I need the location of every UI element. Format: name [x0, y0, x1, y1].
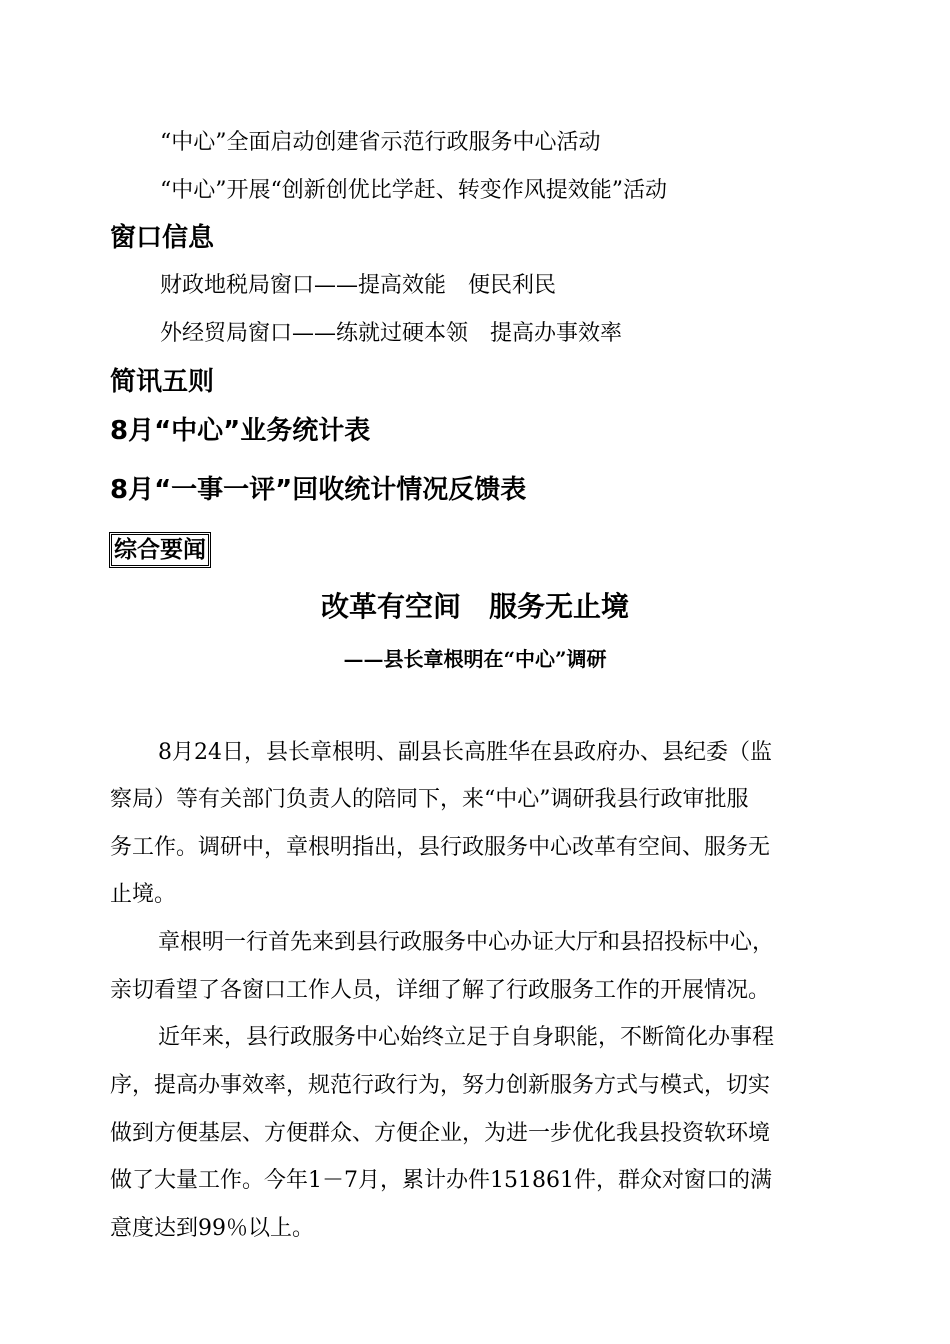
article-line: 意度达到99％以上。 [110, 1216, 314, 1241]
article-line: 做了大量工作。今年1－7月，累计办件151861件，群众对窗口的满 [110, 1168, 772, 1193]
article-line: 察局）等有关部门负责人的陪同下，来“中心”调研我县行政审批服 [110, 787, 749, 812]
article-line: 做到方便基层、方便群众、方便企业，为进一步优化我县投资软环境 [110, 1121, 771, 1146]
article-line: 务工作。调研中，章根明指出，县行政服务中心改革有空间、服务无 [110, 835, 771, 860]
article-subtitle: ——县长章根明在“中心”调研 [343, 647, 607, 671]
article-line: 序，提高办事效率，规范行政行为，努力创新服务方式与模式，切实 [110, 1073, 771, 1098]
toc-heading-feedback-table: 8月“一事一评”回收统计情况反馈表 [110, 475, 527, 505]
toc-item-2: “中心”开展“创新创优比学赶、转变作风提效能”活动 [160, 178, 667, 203]
toc-heading-briefs: 简讯五则 [110, 367, 215, 397]
article-line: 近年来，县行政服务中心始终立足于自身职能，不断简化办事程 [158, 1025, 775, 1050]
toc-heading-stats-table: 8月“中心”业务统计表 [110, 416, 371, 446]
article-title: 改革有空间 服务无止境 [320, 590, 629, 623]
article-line: 止境。 [110, 882, 177, 907]
toc-item-3: 财政地税局窗口——提高效能 便民利民 [160, 273, 557, 298]
section-label: 综合要闻 [109, 532, 211, 568]
toc-heading-window-info: 窗口信息 [110, 223, 215, 253]
article-line: 8月24日，县长章根明、副县长高胜华在县政府办、县纪委（监 [158, 740, 772, 765]
toc-item-4: 外经贸局窗口——练就过硬本领 提高办事效率 [160, 321, 623, 346]
toc-item-1: “中心”全面启动创建省示范行政服务中心活动 [160, 130, 601, 155]
article-line: 章根明一行首先来到县行政服务中心办证大厅和县招投标中心， [158, 930, 775, 955]
article-line: 亲切看望了各窗口工作人员，详细了解了行政服务工作的开展情况。 [110, 978, 771, 1003]
